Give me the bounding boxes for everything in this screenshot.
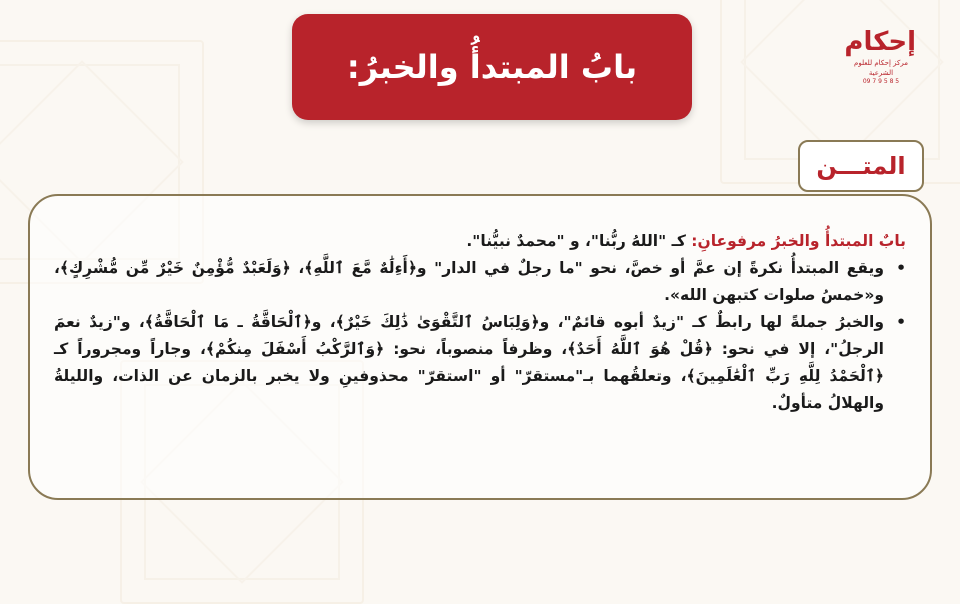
intro-text: كـ "اللهُ ربُّنا"، و "محمدٌ نبيُّنا".	[466, 232, 692, 250]
logo-subtitle: مركز إحكام للعلوم الشرعية	[854, 59, 908, 77]
logo-mark: إحكام	[844, 27, 916, 57]
content-panel	[28, 194, 932, 500]
intro-paragraph	[54, 228, 906, 255]
section-tab	[798, 140, 924, 192]
points-list	[54, 255, 906, 417]
section-tab-label: المتـــن	[816, 152, 906, 180]
logo-number: 09 7 9 5 8 5	[862, 78, 900, 85]
list-item: • والخبرُ جملةً لها رابطٌ كـ "زيدٌ أبوه قائمٌ"، و﴿وَلِبَاسُ ٱلتَّقْوَىٰ ذَٰلِكَ خَيْرٌ﴾، و﴿ٱلْحَاقَّةُ ـ مَا ٱلْحَاقَّةُ﴾، و"زيدٌ نعمَ الرجلُ"، إلا في نحو: ﴿قُلْ هُوَ ٱللَّهُ أَحَدٌ﴾، وظرفاً منصوباً، نحو: ﴿وَٱلرَّكْبُ أَسْفَلَ مِنكُمْ﴾، وجاراً ومجروراً كـ ﴿ٱلْحَمْدُ لِلَّهِ رَبِّ ٱلْعَٰلَمِينَ﴾، وتعلقُهما بـ"مستقرّ" أو "استقرّ" محذوفينِ ولا يخبر بالزمان عن الذات، والليلةُ والهلالُ متأولٌ.	[54, 309, 884, 417]
intro-heading: بابٌ المبتدأُ والخبرُ مرفوعانِ:	[691, 232, 906, 250]
page-title: بابُ المبتدأُ والخبرُ:	[346, 48, 638, 86]
list-item: • ويقع المبتدأُ نكرةً إن عمَّ أو خصَّ، نحو "ما رجلٌ في الدار" و﴿أَءِلَٰهٌ مَّعَ ٱللَّهِ﴾، ﴿وَلَعَبْدٌ مُّؤْمِنٌ خَيْرٌ مِّن مُّشْرِكٍ﴾، و«خمسُ صلوات كتبهن الله».	[54, 255, 884, 309]
title-banner	[292, 14, 692, 120]
logo	[846, 26, 916, 94]
